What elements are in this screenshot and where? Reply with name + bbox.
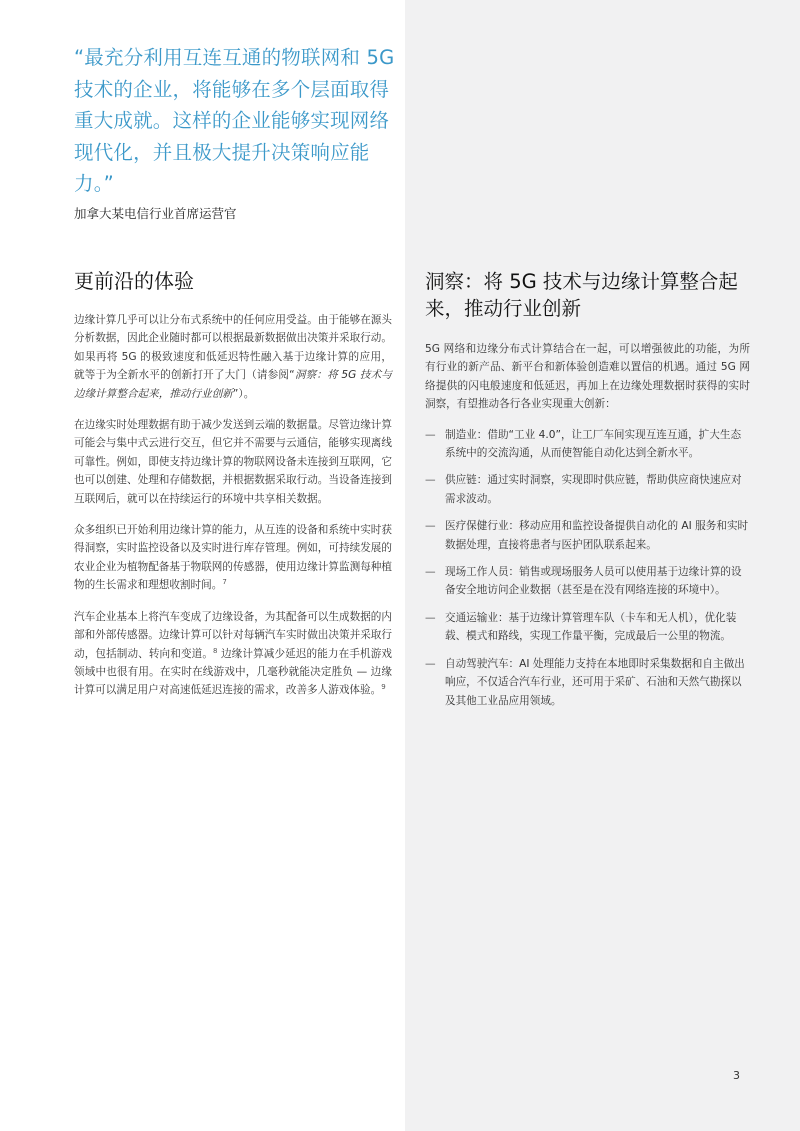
cross-reference-link[interactable]: 洞察：将 5G 技术与边缘计算整合起来，推动行业创新: [74, 369, 392, 400]
quote-attribution: 加拿大某电信行业首席运营官: [74, 206, 237, 221]
insight-list: [425, 426, 750, 710]
list-item: — 交通运输业：基于边缘计算管理车队（卡车和无人机），优化装载、模式和路线，实现工作量平衡，完成最后一公里的物流。: [425, 609, 750, 646]
dash-bullet: —: [425, 520, 436, 533]
paragraph-4: 汽车企业基本上将汽车变成了边缘设备，为其配备可以生成数据的内部和外部传感器。边缘计算可以针对每辆汽车实时做出决策并采取行动，包括制动、转向和变道。$^8$ 边缘计算减少延迟的能力在手机游戏领域中也很有用。在实时在线游戏中，几毫秒就能决定胜负 — 边缘计算可以满足用户对高速低延迟连接的需求，改善多人游戏体验。$^9$: [74, 610, 393, 697]
page-number: 3: [733, 1069, 740, 1082]
insight-column: [425, 268, 750, 719]
insight-heading: 洞察：将 5G 技术与边缘计算整合起来，推动行业创新: [425, 270, 738, 320]
insight-intro: 5G 网络和边缘分布式计算结合在一起，可以增强彼此的功能，为所有行业的新产品、新平台和新体验创造难以置信的机遇。通过 5G 网络提供的闪电般速度和低延迟，再加上在边缘处理数据时获得的实时洞察，有望推动各行各业实现重大创新：: [425, 343, 750, 411]
list-item: — 自动驾驶汽车：AI 处理能力支持在本地即时采集数据和自主做出响应，不仅适合汽车行业，还可用于采矿、石油和天然气勘探以及其他工业品应用领域。: [425, 655, 750, 710]
paragraph-2: 在边缘实时处理数据有助于减少发送到云端的数据量。尽管边缘计算可能会与集中式云进行交互，但它并不需要与云通信，能够实现离线可靠性。例如，即使支持边缘计算的物联网设备未连接到互联网，它也可以创建、处理和存储数据，并根据数据采取行动。当设备连接到互联网后，就可以在持续运行的环境中共享相关数据。: [74, 419, 392, 505]
main-column: [74, 268, 392, 713]
dash-bullet: —: [425, 428, 436, 441]
footnote-ref[interactable]: 9: [381, 683, 386, 692]
pull-quote: “最充分利用互连互通的物联网和 5G 技术的企业，将能够在多个层面取得重大成就。这样的企业能够实现网络现代化，并且极大提升决策响应能力。”: [74, 46, 395, 195]
paragraph-3: 众多组织已开始利用边缘计算的能力，从互连的设备和系统中实时获得洞察，实时监控设备以及实时进行库存管理。例如，可持续发展的农业企业为植物配备基于物联网的传感器，使用边缘计算监测每种植物的生长需求和理想收割时间。$^7$: [74, 524, 392, 592]
paragraph-1: 边缘计算几乎可以让分布式系统中的任何应用受益。由于能够在源头分析数据，因此企业随时都可以根据最新数据做出决策并采取行动。如果再将 5G 的极致速度和低延迟特性融入基于边缘计算的应用，就等于为全新水平的创新打开了大门（请参阅“洞察：将 5G 技术与边缘计算整合起来，推动行业创新”）。: [74, 314, 392, 400]
list-item: — 现场工作人员：销售或现场服务人员可以使用基于边缘计算的设备安全地访问企业数据（甚至是在没有网络连接的环境中）。: [425, 563, 750, 600]
section-heading: 更前沿的体验: [74, 269, 194, 293]
list-item: — 供应链：通过实时洞察，实现即时供应链，帮助供应商快速应对需求波动。: [425, 471, 750, 508]
footnote-ref[interactable]: 7: [222, 578, 227, 587]
dash-bullet: —: [425, 566, 436, 579]
dash-bullet: —: [425, 474, 436, 487]
footnote-ref[interactable]: 8: [213, 646, 218, 655]
dash-bullet: —: [425, 657, 436, 670]
list-item: — 制造业：借助“工业 4.0”，让工厂车间实现互连互通，扩大生态系统中的交流沟通，从而使智能自动化达到全新水平。: [425, 426, 750, 463]
list-item: — 医疗保健行业：移动应用和监控设备提供自动化的 AI 服务和实时数据处理，直接将患者与医护团队联系起来。: [425, 517, 750, 554]
dash-bullet: —: [425, 611, 436, 624]
